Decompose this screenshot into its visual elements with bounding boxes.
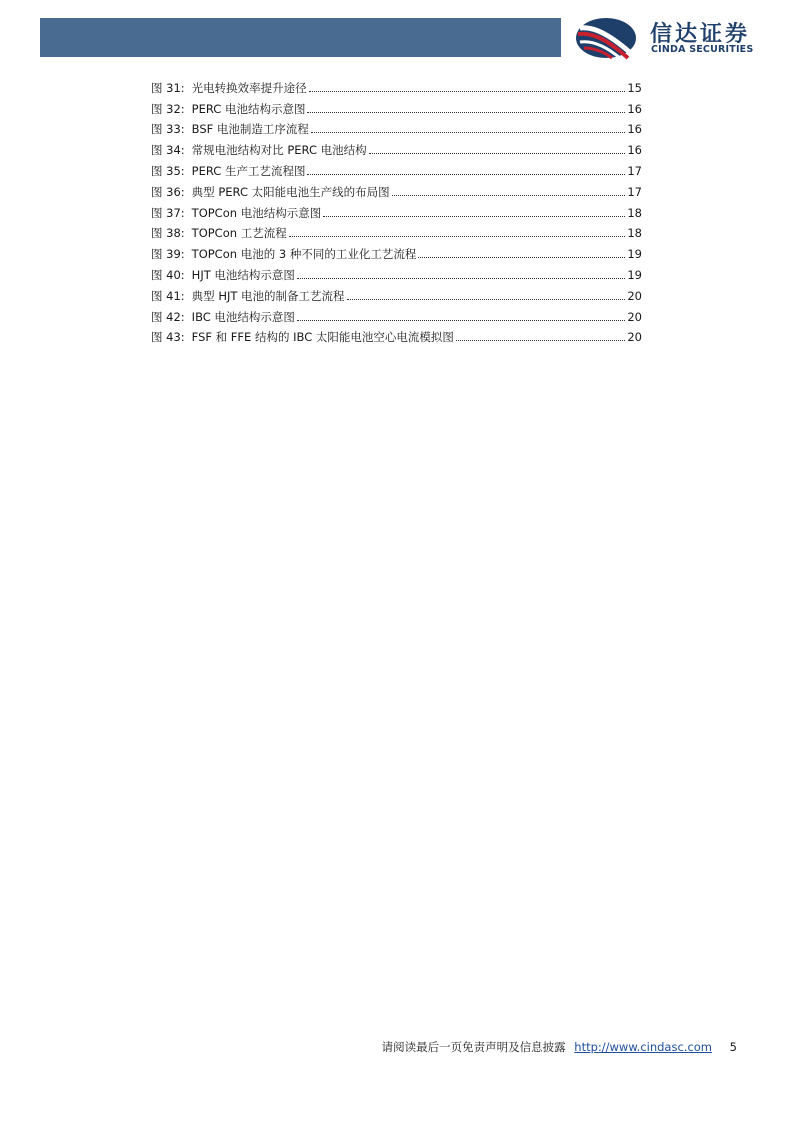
toc-figure-number: 图 41: [151,288,185,303]
toc-entry[interactable] [151,261,642,282]
toc-dot-leader [307,174,625,175]
toc-figure-number: 图 37: [151,205,185,220]
toc-page-number: 18 [627,205,642,220]
toc-entry[interactable] [151,116,642,137]
toc-figure-title: 光电转换效率提升途径 [191,80,307,95]
toc-dot-leader [289,236,626,237]
toc-figure-title: BSF 电池制造工序流程 [191,122,309,137]
toc-figure-number: 图 36: [151,184,185,199]
toc-figure-title: 典型 HJT 电池的制备工艺流程 [191,288,345,303]
toc-dot-leader [456,340,625,341]
toc-page-number: 17 [627,184,642,199]
toc-dot-leader [323,216,625,217]
toc-entry[interactable] [151,303,642,324]
toc-page-number: 16 [627,101,642,116]
toc-figure-number: 图 34: [151,143,185,158]
footer-website-link[interactable]: http://www.cindasc.com [574,1040,713,1054]
toc-figure-title: FSF 和 FFE 结构的 IBC 太阳能电池空心电流模拟图 [191,330,454,345]
toc-figure-number: 图 43: [151,330,185,345]
toc-page-number: 17 [627,163,642,178]
toc-entry[interactable] [151,282,642,303]
toc-entry[interactable] [151,95,642,116]
toc-page-number: 16 [627,143,642,158]
toc-dot-leader [297,320,625,321]
toc-dot-leader [392,195,626,196]
logo-chinese-name: 信达证券 [650,22,751,47]
page-number: 5 [729,1040,737,1054]
toc-figure-number: 图 32: [151,101,185,116]
toc-figure-title: TOPCon 电池的 3 种不同的工业化工艺流程 [191,247,417,262]
toc-dot-leader [309,91,626,92]
toc-dot-leader [369,153,626,154]
toc-figure-number: 图 40: [151,267,185,282]
logo-english-name: CINDA SECURITIES [651,44,754,55]
toc-entry[interactable] [151,199,642,220]
toc-dot-leader [418,257,625,258]
toc-figure-title: TOPCon 工艺流程 [191,226,287,241]
toc-entry[interactable] [151,136,642,157]
toc-figure-title: PERC 生产工艺流程图 [191,163,306,178]
toc-page-number: 18 [627,226,642,241]
toc-figure-title: 常规电池结构对比 PERC 电池结构 [191,143,367,158]
toc-figure-title: PERC 电池结构示意图 [191,101,306,116]
toc-page-number: 20 [627,309,642,324]
toc-dot-leader [347,299,626,300]
company-logo [574,16,769,60]
toc-figure-number: 图 39: [151,247,185,262]
toc-dot-leader [311,132,625,133]
footer [382,1039,737,1055]
toc-dot-leader [307,112,625,113]
toc-entry[interactable] [151,324,642,345]
toc-entry[interactable] [151,157,642,178]
toc-figure-title: TOPCon 电池结构示意图 [191,205,322,220]
toc-entry[interactable] [151,220,642,241]
toc-page-number: 19 [627,247,642,262]
footer-disclaimer: 请阅读最后一页免责声明及信息披露 [381,1040,566,1054]
toc-dot-leader [297,278,625,279]
toc-page-number: 20 [627,288,642,303]
figure-table-of-contents [151,74,642,344]
toc-page-number: 15 [627,80,642,95]
header-bar [40,18,561,57]
toc-entry[interactable] [151,74,642,95]
toc-figure-number: 图 33: [151,122,185,137]
toc-page-number: 19 [627,267,642,282]
toc-figure-number: 图 35: [151,163,185,178]
toc-entry[interactable] [151,178,642,199]
toc-entry[interactable] [151,240,642,261]
toc-figure-number: 图 38: [151,226,185,241]
toc-figure-number: 图 31: [151,80,185,95]
toc-figure-title: HJT 电池结构示意图 [191,267,295,282]
toc-figure-title: IBC 电池结构示意图 [191,309,295,324]
toc-figure-title: 典型 PERC 太阳能电池生产线的布局图 [191,184,390,199]
cinda-logo-icon [574,16,638,60]
toc-figure-number: 图 42: [151,309,185,324]
toc-page-number: 20 [627,330,642,345]
toc-page-number: 16 [627,122,642,137]
